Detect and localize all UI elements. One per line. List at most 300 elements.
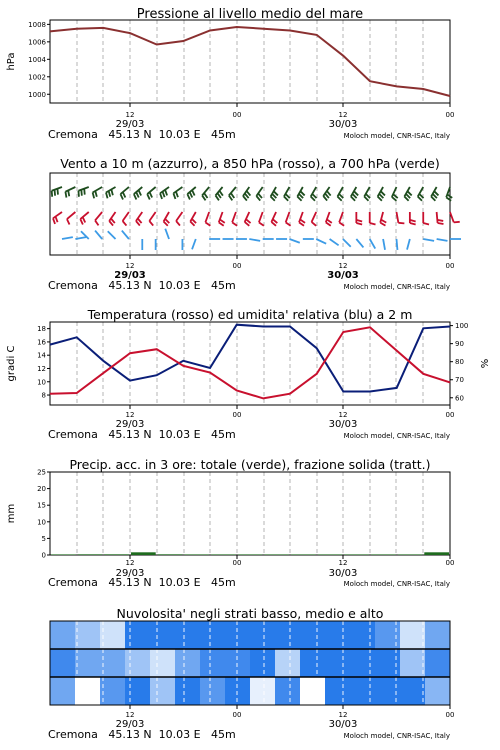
cloud-cell bbox=[375, 621, 400, 649]
wind-barb bbox=[245, 212, 251, 226]
wind-barb-shaft bbox=[437, 239, 448, 241]
cloud-cell bbox=[225, 649, 250, 677]
wind-barb-feather bbox=[323, 196, 327, 201]
wind-barb-feather bbox=[95, 220, 98, 225]
y-axis-label: hPa bbox=[6, 52, 17, 71]
plot-frame bbox=[50, 173, 450, 255]
wind-barb-feather bbox=[380, 223, 385, 226]
chart-title: Temperatura (rosso) ed umidita' relativa (blu) a 2 m bbox=[87, 307, 413, 322]
wind-barb bbox=[202, 187, 209, 200]
y-tick-label: 5 bbox=[41, 534, 46, 543]
cloud-cell bbox=[75, 677, 100, 705]
wind-barb bbox=[219, 212, 225, 226]
wind-barb-feather bbox=[173, 193, 175, 199]
y-tick-label-right: 90 bbox=[455, 340, 464, 349]
temperature-series-line bbox=[50, 327, 450, 398]
wind-barb bbox=[356, 212, 362, 225]
pressure-series-line bbox=[50, 27, 450, 96]
precip-bar bbox=[398, 554, 423, 555]
chart-title: Vento a 10 m (azzurro), a 850 hPa (rosso), a 700 hPa (verde) bbox=[60, 156, 440, 171]
cloud-row-basso bbox=[50, 677, 450, 705]
wind-barb bbox=[410, 212, 416, 225]
date-label: 30/03 bbox=[328, 419, 358, 430]
wind-barb-feather bbox=[80, 219, 83, 224]
wind-barb bbox=[370, 212, 376, 225]
temp-rh-panel bbox=[6, 307, 491, 441]
wind-barb-feather bbox=[81, 190, 82, 196]
wind-barb-feather bbox=[356, 223, 362, 225]
humidity-series-line bbox=[50, 325, 450, 392]
date-label: 29/03 bbox=[114, 270, 146, 281]
wind-barb-feather bbox=[83, 217, 86, 222]
cloud-cell bbox=[50, 677, 75, 705]
y-tick-label-right: 80 bbox=[455, 358, 464, 367]
wind-barb bbox=[164, 212, 170, 226]
wind-barb bbox=[123, 212, 129, 226]
y-tick-label-right: 60 bbox=[455, 394, 464, 403]
wind-barb-feather bbox=[78, 191, 79, 197]
wind-barb-feather bbox=[139, 190, 142, 195]
wind-barb-shaft bbox=[120, 187, 128, 194]
wind-barb-feather bbox=[134, 194, 137, 199]
wind-barb-feather bbox=[204, 193, 207, 198]
wind-barb-feather bbox=[65, 192, 66, 198]
y-tick-label: 0 bbox=[41, 551, 46, 560]
wind-panel bbox=[48, 156, 461, 292]
cloud-cell bbox=[75, 649, 100, 677]
wind-barb bbox=[147, 187, 155, 200]
wind-barb-shaft bbox=[65, 187, 75, 192]
wind-barb-feather bbox=[215, 195, 218, 200]
cloud-cell bbox=[300, 621, 325, 649]
cloud-cell bbox=[425, 677, 450, 705]
wind-barb-shaft bbox=[396, 212, 398, 223]
wind-barb-feather bbox=[192, 190, 195, 195]
wind-barb bbox=[284, 187, 290, 201]
precip-bar bbox=[104, 554, 129, 555]
y-tick-label: 1002 bbox=[28, 73, 46, 82]
cloud-cell bbox=[425, 649, 450, 677]
wind-barb-feather bbox=[381, 220, 386, 223]
wind-barb bbox=[396, 212, 404, 223]
wind-barb bbox=[259, 212, 264, 226]
cloud-cell bbox=[175, 649, 200, 677]
wind-barb bbox=[249, 239, 260, 241]
wind-barb-feather bbox=[219, 191, 222, 196]
credit-label: Moloch model, CNR-ISAC, Italy bbox=[343, 732, 450, 740]
wind-barb-feather bbox=[111, 218, 115, 223]
precip-bar bbox=[291, 554, 316, 555]
wind-barb-feather bbox=[55, 190, 56, 196]
x-tick-label: 12 bbox=[338, 711, 348, 719]
cloud-cell bbox=[125, 621, 150, 649]
wind-barb-feather bbox=[246, 219, 251, 223]
precip-bar bbox=[238, 554, 263, 555]
wind-barb-feather bbox=[243, 196, 247, 201]
wind-barb-shaft bbox=[192, 239, 196, 249]
y-tick-label-left: 16 bbox=[37, 338, 46, 347]
wind-barb-feather bbox=[229, 195, 232, 200]
chart-title: Nuvolosita' negli strati basso, medio e alto bbox=[116, 606, 384, 621]
cloud-cell bbox=[300, 677, 325, 705]
wind-barb-feather bbox=[327, 219, 332, 222]
wind-barb-feather bbox=[299, 222, 304, 225]
wind-barb bbox=[256, 187, 262, 201]
date-label: 29/03 bbox=[115, 568, 145, 579]
wind-barb-feather bbox=[410, 223, 416, 225]
wind-barb bbox=[134, 187, 142, 200]
cloud-cell bbox=[425, 621, 450, 649]
wind-barb bbox=[271, 187, 278, 201]
y-axis-label-left: gradi C bbox=[6, 345, 17, 382]
y-tick-label: 1004 bbox=[28, 55, 46, 64]
credit-label: Moloch model, CNR-ISAC, Italy bbox=[343, 283, 450, 291]
cloud-cell bbox=[275, 621, 300, 649]
wind-barb-shaft bbox=[407, 239, 410, 250]
wind-barb-shaft bbox=[62, 237, 73, 239]
wind-barb-shaft bbox=[289, 239, 299, 243]
date-label: 30/03 bbox=[328, 719, 358, 730]
wind-barb bbox=[431, 187, 438, 201]
wind-barb-feather bbox=[437, 220, 443, 221]
x-tick-label: 00 bbox=[445, 411, 455, 419]
wind-barb-shaft bbox=[316, 239, 326, 244]
wind-barb-feather bbox=[327, 191, 331, 196]
wind-barb-shaft bbox=[339, 212, 343, 222]
wind-barb-feather bbox=[150, 192, 153, 197]
cloud-cell bbox=[400, 621, 425, 649]
wind-barb-feather bbox=[423, 223, 429, 225]
wind-barb-shaft bbox=[147, 187, 155, 194]
wind-barb-shaft bbox=[67, 212, 75, 219]
wind-barb-feather bbox=[202, 195, 205, 200]
wind-barb-feather bbox=[109, 221, 113, 226]
cloud-row-alto bbox=[50, 621, 450, 649]
wind-barb-feather bbox=[147, 194, 150, 199]
wind-barb bbox=[232, 212, 237, 226]
cloud-cell bbox=[175, 677, 200, 705]
y-axis-label-right: % bbox=[480, 358, 491, 369]
wind-barb-shaft bbox=[437, 212, 438, 223]
wind-barb bbox=[106, 187, 116, 198]
y-tick-label: 1006 bbox=[28, 38, 46, 47]
wind-row-700-hpa bbox=[52, 187, 453, 201]
wind-barb-feather bbox=[123, 192, 126, 197]
x-tick-label: 12 bbox=[125, 411, 135, 419]
cloud-cell bbox=[150, 677, 175, 705]
wind-barb-feather bbox=[271, 222, 276, 226]
y-tick-label-left: 12 bbox=[37, 364, 46, 373]
wind-barb-feather bbox=[326, 222, 331, 225]
precip-bar bbox=[51, 554, 76, 555]
wind-barb bbox=[299, 212, 305, 226]
y-tick-label-left: 14 bbox=[37, 351, 46, 360]
wind-barb-shaft bbox=[356, 239, 363, 247]
y-axis-label: mm bbox=[6, 503, 17, 524]
wind-barb bbox=[62, 237, 73, 239]
wind-barb-shaft bbox=[122, 231, 129, 239]
wind-barb-feather bbox=[67, 219, 70, 224]
cloud-cell bbox=[325, 649, 350, 677]
wind-barb bbox=[396, 239, 397, 250]
y-tick-label-left: 8 bbox=[41, 391, 46, 400]
credit-label: Moloch model, CNR-ISAC, Italy bbox=[343, 432, 450, 440]
cloud-cell bbox=[100, 649, 125, 677]
precip-bar bbox=[78, 554, 103, 555]
wind-barb-feather bbox=[245, 222, 250, 226]
wind-barb-feather bbox=[163, 192, 165, 198]
x-tick-label: 00 bbox=[232, 559, 242, 567]
date-label: 30/03 bbox=[328, 119, 358, 130]
x-tick-label: 00 bbox=[445, 111, 455, 119]
wind-barb bbox=[312, 212, 317, 226]
wind-barb-feather bbox=[160, 193, 162, 199]
wind-barb bbox=[95, 231, 102, 239]
cloud-cell bbox=[50, 649, 75, 677]
wind-barb-shaft bbox=[286, 212, 290, 222]
location-label: Cremona 45.13 N 10.03 E 45m bbox=[48, 576, 236, 589]
wind-barb bbox=[120, 187, 128, 200]
wind-barb-feather bbox=[273, 219, 278, 223]
wind-barb bbox=[149, 212, 155, 226]
wind-barb-feather bbox=[398, 223, 404, 224]
cloud-cell bbox=[100, 677, 125, 705]
y-tick-label-right: 100 bbox=[455, 322, 469, 331]
wind-barb-shaft bbox=[205, 212, 209, 222]
cloud-cell bbox=[225, 677, 250, 705]
wind-barb bbox=[176, 212, 182, 226]
wind-barb-shaft bbox=[149, 212, 155, 221]
credit-label: Moloch model, CNR-ISAC, Italy bbox=[343, 132, 450, 140]
wind-barb bbox=[437, 239, 448, 241]
wind-barb-feather bbox=[84, 189, 85, 195]
location-label: Cremona 45.13 N 10.03 E 45m bbox=[48, 728, 236, 741]
x-tick-label: 00 bbox=[445, 559, 455, 567]
plot-frame bbox=[50, 322, 450, 405]
precip-bar bbox=[371, 554, 396, 555]
wind-barb bbox=[215, 187, 222, 200]
cloud-cell bbox=[375, 677, 400, 705]
wind-barb bbox=[356, 239, 363, 247]
y-tick-label: 10 bbox=[37, 518, 46, 527]
wind-barb-shaft bbox=[173, 187, 182, 193]
wind-barb bbox=[93, 187, 103, 198]
cloud-cell bbox=[225, 621, 250, 649]
wind-barb-feather bbox=[219, 222, 224, 225]
wind-barb-shaft bbox=[165, 229, 169, 239]
cloud-cell bbox=[325, 677, 350, 705]
wind-barb-feather bbox=[300, 219, 305, 222]
wind-barb bbox=[423, 212, 429, 225]
x-tick-label: 12 bbox=[125, 262, 135, 270]
date-label: 30/03 bbox=[327, 270, 359, 281]
x-tick-label: 00 bbox=[445, 711, 455, 719]
date-label: 29/03 bbox=[115, 719, 145, 730]
wind-barb bbox=[160, 187, 169, 199]
wind-barb-feather bbox=[138, 218, 142, 223]
cloud-cell bbox=[200, 649, 225, 677]
cloud-cell bbox=[200, 677, 225, 705]
precip-bar bbox=[318, 554, 343, 555]
cloud-cell bbox=[350, 677, 375, 705]
cloud-cell bbox=[150, 621, 175, 649]
wind-barb-shaft bbox=[176, 212, 182, 221]
wind-barb bbox=[52, 187, 62, 197]
wind-barb-shaft bbox=[53, 212, 62, 218]
wind-barb-shaft bbox=[370, 239, 376, 249]
precip-bar bbox=[131, 552, 156, 555]
wind-barb bbox=[370, 239, 376, 249]
wind-barb-shaft bbox=[423, 239, 434, 241]
wind-barb bbox=[311, 187, 317, 201]
plot-frame bbox=[50, 472, 450, 555]
y-tick-label: 20 bbox=[37, 485, 46, 494]
cloud-cell bbox=[200, 621, 225, 649]
cloud-cell bbox=[350, 621, 375, 649]
wind-barb-shaft bbox=[312, 212, 317, 222]
wind-barb-feather bbox=[57, 189, 58, 195]
x-tick-label: 12 bbox=[338, 559, 348, 567]
precip-bar bbox=[264, 554, 289, 555]
plot-frame bbox=[50, 20, 450, 103]
x-tick-label: 00 bbox=[232, 711, 242, 719]
cloud-cell bbox=[125, 649, 150, 677]
wind-barb-feather bbox=[95, 191, 97, 197]
cloud-cell bbox=[300, 649, 325, 677]
cloud-cell bbox=[75, 621, 100, 649]
wind-barb bbox=[229, 187, 236, 200]
wind-barb bbox=[326, 212, 332, 226]
wind-barb-feather bbox=[438, 223, 444, 224]
chart-title: Precip. acc. in 3 ore: totale (verde), frazione solida (tratt.) bbox=[69, 457, 431, 472]
wind-barb-shaft bbox=[450, 212, 454, 222]
wind-barb-shaft bbox=[249, 239, 260, 241]
wind-barb-shaft bbox=[80, 212, 88, 219]
cloud-cell bbox=[400, 677, 425, 705]
wind-barb bbox=[165, 229, 169, 239]
wind-barb bbox=[297, 187, 304, 201]
wind-barb-feather bbox=[325, 193, 329, 198]
wind-barb-feather bbox=[165, 190, 167, 196]
x-tick-label: 00 bbox=[445, 262, 455, 270]
wind-barb bbox=[383, 239, 385, 250]
wind-barb bbox=[423, 239, 434, 241]
wind-barb bbox=[271, 212, 277, 226]
wind-barb bbox=[173, 187, 182, 199]
x-tick-label: 12 bbox=[338, 262, 348, 270]
wind-barb bbox=[392, 187, 398, 201]
wind-barb-feather bbox=[370, 223, 376, 225]
date-label: 29/03 bbox=[115, 119, 145, 130]
wind-barb bbox=[243, 187, 250, 201]
cloud-row-medio bbox=[50, 649, 450, 677]
x-tick-label: 00 bbox=[232, 262, 242, 270]
x-tick-label: 00 bbox=[232, 111, 242, 119]
x-tick-label: 12 bbox=[125, 559, 135, 567]
wind-barb-feather bbox=[136, 192, 139, 197]
x-tick-label: 12 bbox=[125, 111, 135, 119]
y-tick-label-left: 18 bbox=[37, 325, 46, 334]
wind-barb-feather bbox=[149, 221, 153, 226]
cloud-cell bbox=[275, 677, 300, 705]
wind-barb bbox=[109, 212, 115, 226]
location-label: Cremona 45.13 N 10.03 E 45m bbox=[48, 279, 236, 292]
wind-barb-feather bbox=[56, 217, 58, 223]
wind-barb-shaft bbox=[95, 231, 102, 239]
chart-title: Pressione al livello medio del mare bbox=[136, 7, 364, 22]
cloud-cell bbox=[175, 621, 200, 649]
wind-barb bbox=[95, 212, 102, 225]
wind-barb-shaft bbox=[383, 239, 385, 250]
wind-barb-feather bbox=[259, 222, 264, 225]
wind-barb-feather bbox=[258, 193, 262, 198]
clouds-panel bbox=[48, 606, 454, 741]
location-label: Cremona 45.13 N 10.03 E 45m bbox=[48, 128, 236, 141]
cloud-cell bbox=[125, 677, 150, 705]
y-tick-label: 1000 bbox=[28, 90, 46, 99]
y-tick-label-right: 70 bbox=[455, 376, 464, 385]
cloud-cell bbox=[100, 621, 125, 649]
date-label: 30/03 bbox=[328, 568, 358, 579]
x-tick-label: 12 bbox=[338, 411, 348, 419]
wind-barb-feather bbox=[176, 192, 178, 198]
wind-barb bbox=[190, 212, 196, 226]
wind-barb bbox=[437, 212, 444, 224]
wind-row-10-m bbox=[62, 229, 461, 250]
wind-barb bbox=[80, 212, 88, 225]
wind-barb bbox=[378, 187, 385, 201]
precip-bar bbox=[211, 554, 236, 555]
wind-barb-feather bbox=[232, 222, 237, 225]
wind-barb-feather bbox=[187, 194, 190, 199]
wind-barb bbox=[330, 239, 339, 245]
wind-barb-shaft bbox=[396, 239, 397, 250]
wind-barb-feather bbox=[176, 221, 180, 226]
wind-barb-feather bbox=[109, 191, 111, 197]
y-tick-label: 1008 bbox=[28, 20, 46, 29]
wind-barb bbox=[446, 187, 452, 201]
wind-barb bbox=[364, 187, 370, 201]
wind-barb-feather bbox=[93, 193, 95, 199]
wind-barb-feather bbox=[217, 193, 220, 198]
wind-barb bbox=[343, 239, 351, 247]
wind-barb bbox=[136, 212, 142, 226]
precip-bar bbox=[184, 554, 209, 555]
wind-barb-shaft bbox=[330, 239, 339, 245]
wind-barb-feather bbox=[111, 189, 113, 195]
pressure-panel bbox=[6, 7, 454, 141]
cloud-cell bbox=[250, 649, 275, 677]
wind-barb-feather bbox=[220, 219, 225, 222]
wind-barb bbox=[316, 239, 326, 244]
wind-barb bbox=[337, 187, 343, 201]
wind-barb-feather bbox=[256, 196, 260, 201]
date-label: 29/03 bbox=[115, 419, 145, 430]
wind-barb-shaft bbox=[259, 212, 263, 222]
wind-barb-feather bbox=[393, 194, 398, 198]
cloud-cell bbox=[250, 677, 275, 705]
wind-barb-feather bbox=[53, 218, 55, 224]
x-tick-label: 00 bbox=[232, 411, 242, 419]
wind-barb-feather bbox=[68, 190, 69, 196]
y-tick-label: 25 bbox=[37, 468, 46, 477]
cloud-cell bbox=[375, 649, 400, 677]
x-tick-label: 12 bbox=[338, 111, 348, 119]
wind-barb bbox=[108, 231, 116, 239]
wind-barb-feather bbox=[312, 222, 317, 226]
wind-barb-shaft bbox=[95, 212, 102, 220]
wind-barb-feather bbox=[136, 221, 140, 226]
